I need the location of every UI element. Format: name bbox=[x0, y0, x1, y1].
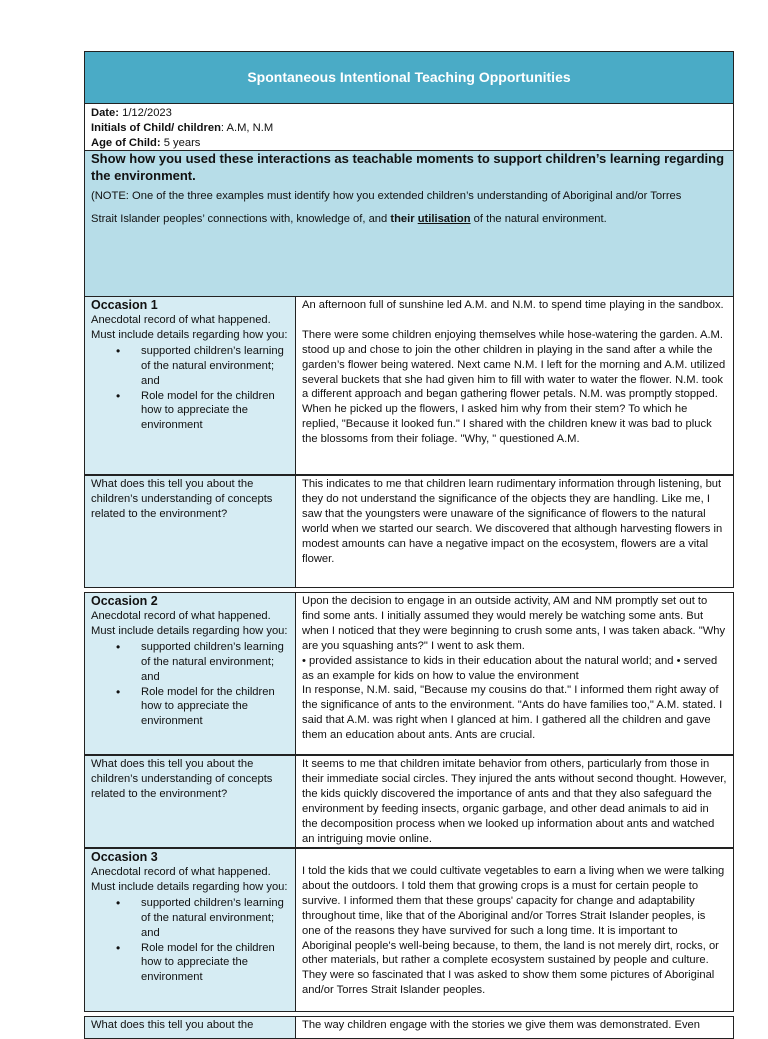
occasion-2-record-cell bbox=[295, 593, 734, 755]
instructions-block bbox=[84, 150, 734, 296]
note-text: Strait Islander peoples’ connections with, knowledge of, and bbox=[91, 212, 391, 225]
occasion-1-reflection-row bbox=[84, 475, 734, 588]
document bbox=[84, 51, 734, 1039]
list-item: • Role model for the children how to appreciate the environment bbox=[141, 389, 289, 434]
occasion-title: Occasion 1 bbox=[91, 298, 158, 312]
requirements-list bbox=[91, 344, 289, 433]
occasion-3-record-row bbox=[84, 848, 734, 1012]
note-emphasis: their bbox=[390, 212, 418, 225]
occasion-3-reflection-row bbox=[84, 1016, 734, 1039]
occasion-2-reflection-row bbox=[84, 755, 734, 848]
occasion-2-question-cell bbox=[84, 756, 295, 848]
list-item: • supported children’s learning of the natural environment; and bbox=[141, 640, 289, 685]
record-paragraph: • provided assistance to kids in their education about the natural world; and • served as an example for kids on how to value the environment bbox=[302, 654, 718, 682]
requirements-list bbox=[91, 640, 289, 729]
date-label: Date: bbox=[91, 107, 119, 119]
age-label: Age of Child: bbox=[91, 136, 161, 149]
instructions-note bbox=[91, 185, 727, 230]
record-paragraph: Upon the decision to engage in an outside activity, AM and NM promptly set out to find some ants. I initially assumed they would merely be watching some ants. But when I noticed that they were beginning to crush some ants, I was taken aback. "Why are you squashing ants?" I went to ask them. bbox=[302, 595, 726, 652]
occasion-1-record-row bbox=[84, 296, 734, 475]
date-line bbox=[91, 106, 727, 121]
occasion-3-prompt-cell bbox=[84, 849, 295, 1012]
info-block bbox=[84, 103, 734, 150]
anecdotal-prompt: Anecdotal record of what happened. Must include details regarding how you: bbox=[91, 610, 288, 637]
list-item: • supported children’s learning of the natural environment; and bbox=[141, 344, 289, 389]
list-item: • Role model for the children how to appreciate the environment bbox=[141, 941, 289, 986]
occasion-2-record-row bbox=[84, 592, 734, 755]
occasion-2-reflection-cell bbox=[295, 756, 734, 848]
date-value: 1/12/2023 bbox=[122, 107, 172, 119]
reflection-paragraph: It seems to me that children imitate behavior from others, particularly from those in their immediate social circles. They injured the ants without second thought. However, the kids quickly discovered the importance of ants and that they also safeguard the environment by feeding insects, organic garbage, and other dead animals to aid in the decomposition process when we looked up information about ants and watched an intriguing movie online. bbox=[302, 758, 727, 845]
age-line bbox=[91, 136, 727, 151]
reflection-paragraph: The way children engage with the stories we give them was demonstrated. Even bbox=[302, 1019, 700, 1031]
occasion-1-prompt-cell bbox=[84, 297, 295, 475]
note-line-1: (NOTE: One of the three examples must identify how you extended children’s understanding of Aboriginal and/or Torres bbox=[91, 190, 682, 202]
document-title-bar bbox=[84, 51, 734, 103]
reflection-question: What does this tell you about the children’s understanding of concepts related to the environment? bbox=[91, 758, 273, 800]
occasion-3-question-cell bbox=[84, 1017, 295, 1039]
occasion-3-record-cell bbox=[295, 849, 734, 1012]
list-item: • Role model for the children how to appreciate the environment bbox=[141, 685, 289, 730]
initials-line bbox=[91, 121, 727, 136]
reflection-question: What does this tell you about the children’s understanding of concepts related to the environment? bbox=[91, 478, 273, 520]
record-paragraph: An afternoon full of sunshine led A.M. and N.M. to spend time playing in the sandbox. bbox=[302, 299, 724, 311]
instructions-heading: Show how you used these interactions as teachable moments to support children’s learning regarding the environment. bbox=[91, 151, 725, 183]
occasion-1-question-cell bbox=[84, 476, 295, 588]
reflection-question: What does this tell you about the bbox=[91, 1019, 254, 1031]
initials-label: Initials of Child/ children bbox=[91, 121, 221, 134]
anecdotal-prompt: Anecdotal record of what happened. Must include details regarding how you: bbox=[91, 866, 288, 893]
record-paragraph: I told the kids that we could cultivate vegetables to earn a living when we were talking about the outdoors. I told them that growing crops is a must for certain people to survive. I informed them that these groups' capacity for change and adaptability throughout time, like that of the Aboriginal and/or Torres Strait Islander peoples, is one of the reasons they have survived for such a long time. It is important to Aboriginal people's well-being because, to them, the land is not merely dirt, rocks, or other materials, but rather a complete ecosystem sustained by people and culture. They were so fascinated that I was asked to show them some pictures of Aboriginal and/or Torres Strait Islander peoples. bbox=[302, 865, 725, 997]
requirements-list bbox=[91, 896, 289, 985]
occasion-1-reflection-cell bbox=[295, 476, 734, 588]
list-item: • supported children’s learning of the natural environment; and bbox=[141, 896, 289, 941]
initials-value: : A.M, N.M bbox=[220, 121, 274, 134]
age-value: 5 years bbox=[163, 136, 201, 149]
note-line-2 bbox=[91, 208, 727, 231]
record-paragraph: There were some children enjoying themselves while hose-watering the garden. A.M. stood up and chose to join the other children in playing in the sand after a while the garden’s flower being watered. Next came N.M. I left for the morning and A.M. utilized several buckets that she had given him to fill with water to water the flower. N.M. took a different approach and began gathering flower petals. N.M. was promptly stopped. When he picked up the flowers, I asked him why from their stem? To which he replied, "Because it looked fun." I shared with the children knew it was bad to pluck the blossoms from their foliage. "Why, " questioned A.M. bbox=[302, 328, 726, 446]
occasion-1-record-cell bbox=[295, 297, 734, 475]
record-paragraph: In response, N.M. said, "Because my cousins do that." I informed them right away of the significance of ants to the environment. "Ants do have families too," A.M. stated. I said that A.M. was right when I glanced at him. I gathered all the children and gave them an education about ants. Ants are crucial. bbox=[302, 684, 723, 742]
note-text-end: of the natural environment. bbox=[470, 212, 607, 225]
occasion-title: Occasion 3 bbox=[91, 850, 158, 864]
occasion-3-reflection-cell bbox=[295, 1017, 734, 1039]
anecdotal-prompt: Anecdotal record of what happened. Must include details regarding how you: bbox=[91, 314, 288, 341]
note-underlined: utilisation bbox=[417, 212, 471, 225]
reflection-paragraph: This indicates to me that children learn rudimentary information through listening, but they do not understand the significance of the objects they are handling. Like me, I saw that the youngsters were unaware of the significance of flowers to the natural world when we started our search. We discovered that although harvesting flowers in modest amounts can have a negative impact on the ecosystem, flowers are a vital flower. bbox=[302, 478, 723, 565]
occasion-2-prompt-cell bbox=[84, 593, 295, 755]
document-title: Spontaneous Intentional Teaching Opportunities bbox=[247, 69, 571, 86]
occasion-title: Occasion 2 bbox=[91, 594, 158, 608]
